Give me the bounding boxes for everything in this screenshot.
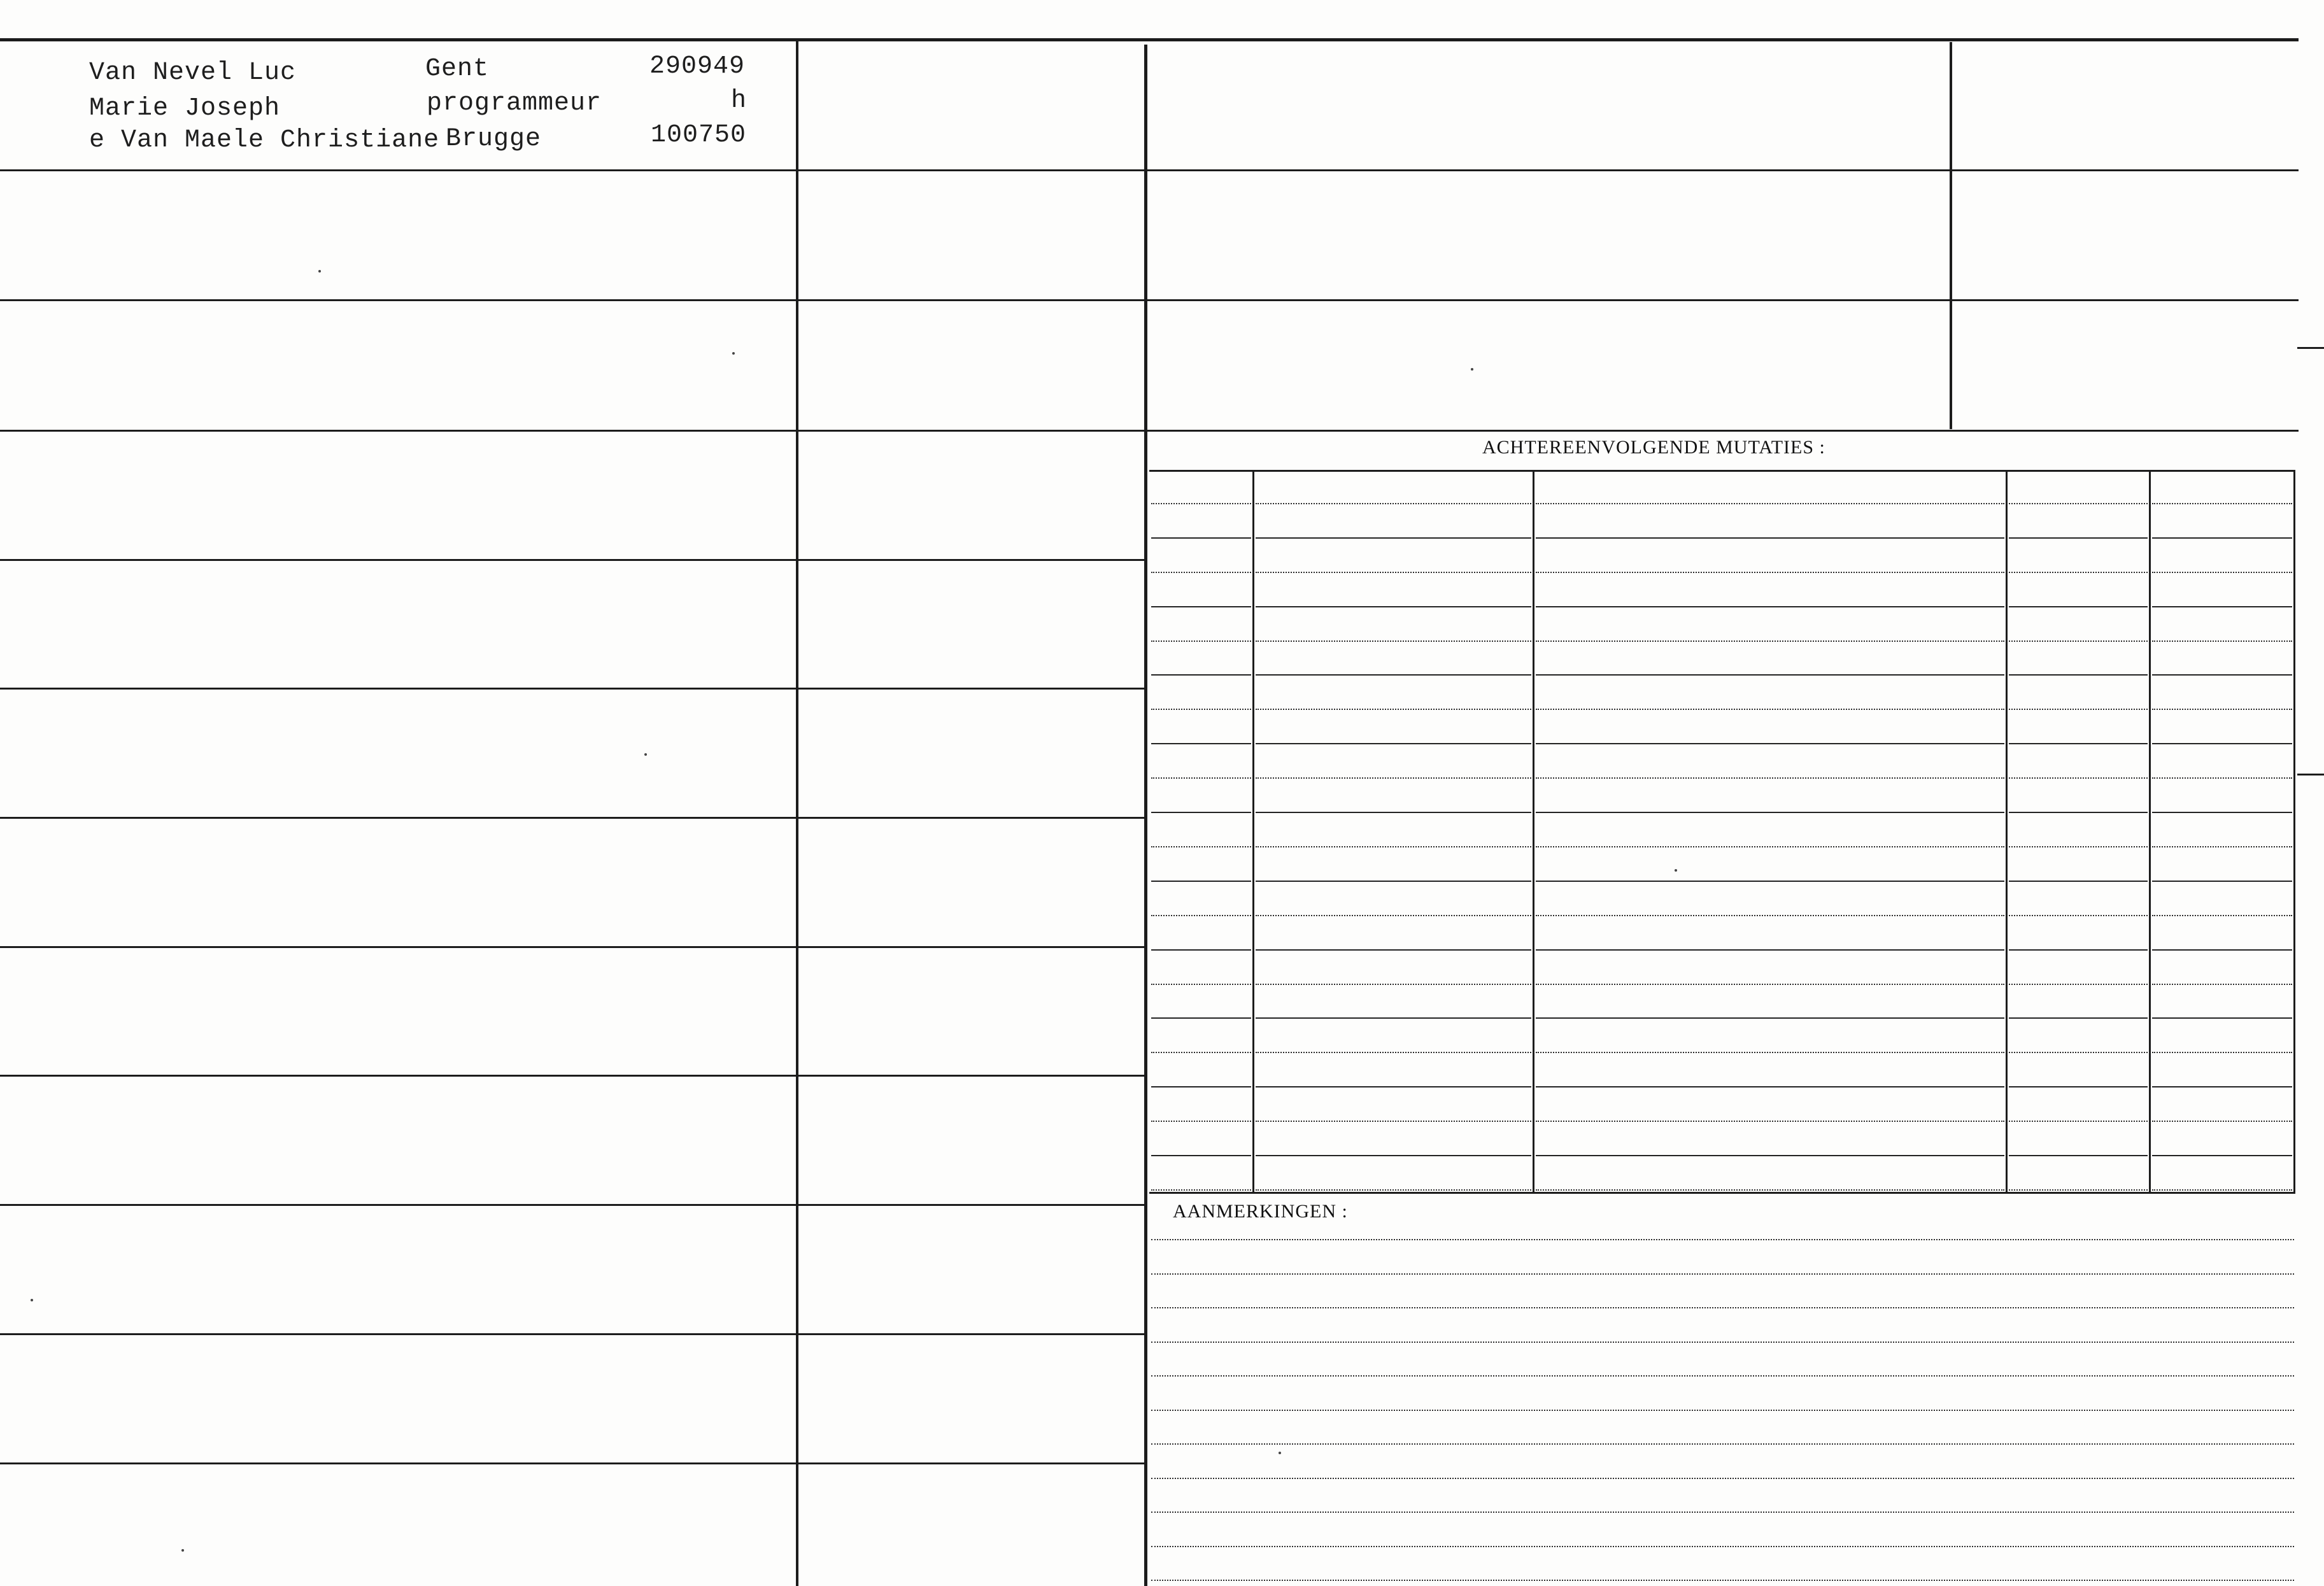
mutation-row-line xyxy=(1151,1121,1251,1122)
mutation-row-line xyxy=(2009,743,2148,744)
mutation-row-line xyxy=(1256,743,1531,744)
mutation-row-line xyxy=(2152,846,2292,847)
mutation-row-line xyxy=(2009,984,2148,985)
mutation-row-line xyxy=(1256,984,1531,985)
mutations-table-bottom xyxy=(1149,1192,2295,1194)
mutation-row-line xyxy=(2009,915,2148,916)
mutation-row-line xyxy=(1536,606,2004,607)
scan-speck xyxy=(181,1549,184,1552)
mutation-row-line xyxy=(1536,572,2004,573)
mutation-row-line xyxy=(1536,1086,2004,1087)
mutation-row-line xyxy=(1536,503,2004,504)
mutation-row-line xyxy=(2009,709,2148,710)
spouse-birth-date: 100750 xyxy=(651,121,747,150)
spouse-name: e Van Maele Christiane xyxy=(89,126,440,155)
mutation-row-line xyxy=(2152,1017,2292,1019)
mutation-row-line xyxy=(1151,537,1251,539)
mutation-row-line xyxy=(2152,777,2292,779)
edge-tick xyxy=(2297,347,2324,349)
mutation-row-line xyxy=(1256,537,1531,539)
mutation-row-line xyxy=(2009,777,2148,779)
person-name: Van Nevel Luc xyxy=(89,59,297,87)
mutation-row-line xyxy=(1536,915,2004,916)
scan-speck xyxy=(732,352,735,355)
mutation-row-line xyxy=(1151,984,1251,985)
row-line xyxy=(0,946,1146,948)
mutations-table-top xyxy=(1149,470,2295,472)
mutation-row-line xyxy=(1256,949,1531,951)
row-line xyxy=(0,1333,1146,1335)
mutation-row-line xyxy=(2152,949,2292,951)
spouse-birth-place: Brugge xyxy=(446,125,542,153)
mutation-row-line xyxy=(1536,984,2004,985)
remark-line xyxy=(1151,1478,2294,1479)
row-line xyxy=(0,559,1146,561)
mutation-row-line xyxy=(2009,1155,2148,1156)
person-given-names: Marie Joseph xyxy=(89,94,281,123)
mutation-row-line xyxy=(1256,674,1531,676)
occupation: programmeur xyxy=(427,89,602,118)
top-border xyxy=(0,38,2299,41)
birth-date: 290949 xyxy=(649,52,746,81)
mutation-row-line xyxy=(1151,949,1251,951)
scan-speck xyxy=(644,753,647,756)
mutation-row-line xyxy=(1151,674,1251,676)
scan-speck xyxy=(1471,368,1473,371)
scan-speck xyxy=(31,1299,33,1301)
mutation-row-line xyxy=(2152,1052,2292,1053)
mutation-row-line xyxy=(1256,641,1531,642)
mutation-row-line xyxy=(1151,812,1251,813)
mutation-row-line xyxy=(2009,1017,2148,1019)
remark-line xyxy=(1151,1239,2294,1240)
mutation-row-line xyxy=(2009,674,2148,676)
mutations-col-divider xyxy=(1252,471,1254,1193)
remark-line xyxy=(1151,1307,2294,1308)
mutations-col-divider xyxy=(2293,471,2295,1193)
mutation-row-line xyxy=(2009,1052,2148,1053)
mutation-row-line xyxy=(2009,846,2148,847)
mutation-row-line xyxy=(1256,1017,1531,1019)
mutation-row-line xyxy=(1151,1155,1251,1156)
mutation-row-line xyxy=(1151,1017,1251,1019)
birth-place: Gent xyxy=(425,55,490,83)
mutation-row-line xyxy=(2009,606,2148,607)
mutation-row-line xyxy=(1536,846,2004,847)
mutation-row-line xyxy=(2152,641,2292,642)
mutation-row-line xyxy=(2152,503,2292,504)
remark-line xyxy=(1151,1580,2294,1581)
mutation-row-line xyxy=(2152,572,2292,573)
row-line xyxy=(0,430,1146,432)
mutation-row-line xyxy=(1256,503,1531,504)
mutation-row-line xyxy=(2009,503,2148,504)
mutations-col-divider xyxy=(2006,471,2008,1193)
mutation-row-line xyxy=(1256,846,1531,847)
mutations-col-divider xyxy=(2149,471,2151,1193)
mutation-row-line xyxy=(1151,881,1251,882)
scan-speck xyxy=(1279,1452,1281,1454)
row-line xyxy=(0,1204,1146,1206)
mutation-row-line xyxy=(1536,641,2004,642)
remark-line xyxy=(1151,1512,2294,1513)
mutation-row-line xyxy=(1256,572,1531,573)
row-line xyxy=(0,299,1146,301)
mutation-row-line xyxy=(1256,1155,1531,1156)
mutation-row-line xyxy=(2009,572,2148,573)
remarks-heading: AANMERKINGEN : xyxy=(1173,1201,1348,1222)
mutation-row-line xyxy=(1536,1189,2004,1191)
mutation-row-line xyxy=(2152,881,2292,882)
mutation-row-line xyxy=(1256,881,1531,882)
mutation-row-line xyxy=(1151,1052,1251,1053)
mutation-row-line xyxy=(1151,709,1251,710)
mutation-row-line xyxy=(1151,1086,1251,1087)
mutation-row-line xyxy=(2009,881,2148,882)
mutation-row-line xyxy=(1256,777,1531,779)
left-column-divider xyxy=(796,39,798,1586)
row-line xyxy=(0,1462,1146,1464)
right-row-line xyxy=(1146,299,2299,301)
mutation-row-line xyxy=(2009,1086,2148,1087)
scan-speck xyxy=(318,270,321,273)
mutation-row-line xyxy=(2152,984,2292,985)
mutation-row-line xyxy=(2152,1155,2292,1156)
mutation-row-line xyxy=(1536,1052,2004,1053)
mutation-row-line xyxy=(2009,537,2148,539)
mutations-heading: ACHTEREENVOLGENDE MUTATIES : xyxy=(1482,437,1825,458)
right-top-divider xyxy=(1950,42,1952,429)
mutation-row-line xyxy=(1256,606,1531,607)
mutation-row-line xyxy=(1256,915,1531,916)
scan-speck xyxy=(1675,869,1677,872)
mutation-row-line xyxy=(2152,812,2292,813)
mutation-row-line xyxy=(1536,709,2004,710)
right-row-line xyxy=(1146,430,2299,432)
mutation-row-line xyxy=(1151,606,1251,607)
mutation-row-line xyxy=(1256,1052,1531,1053)
mutation-row-line xyxy=(2152,1121,2292,1122)
mutations-col-divider xyxy=(1533,471,1534,1193)
mutation-row-line xyxy=(2152,709,2292,710)
mutation-row-line xyxy=(1151,503,1251,504)
remark-line xyxy=(1151,1443,2294,1445)
remark-line xyxy=(1151,1410,2294,1411)
edge-tick xyxy=(2297,774,2324,775)
remark-line xyxy=(1151,1273,2294,1275)
mutation-row-line xyxy=(2152,915,2292,916)
mutation-row-line xyxy=(1536,1017,2004,1019)
row-line xyxy=(0,1075,1146,1077)
mutation-row-line xyxy=(1151,743,1251,744)
gender: h xyxy=(731,87,748,115)
mutation-row-line xyxy=(2009,949,2148,951)
mutation-row-line xyxy=(1151,641,1251,642)
mutation-row-line xyxy=(1151,1189,1251,1191)
mutation-row-line xyxy=(1536,537,2004,539)
row-line xyxy=(0,817,1146,819)
mutation-row-line xyxy=(2152,606,2292,607)
mutation-row-line xyxy=(1536,1155,2004,1156)
mutation-row-line xyxy=(2152,537,2292,539)
remark-line xyxy=(1151,1375,2294,1377)
mutation-row-line xyxy=(2009,1189,2148,1191)
row-line xyxy=(0,169,1146,171)
row-line xyxy=(0,688,1146,690)
mutation-row-line xyxy=(1536,812,2004,813)
mutation-row-line xyxy=(1536,881,2004,882)
mutation-row-line xyxy=(2009,641,2148,642)
remark-line xyxy=(1151,1546,2294,1547)
mutation-row-line xyxy=(1536,743,2004,744)
mutation-row-line xyxy=(1536,777,2004,779)
mutation-row-line xyxy=(1256,1189,1531,1191)
mutation-row-line xyxy=(1536,949,2004,951)
mutation-row-line xyxy=(1536,1121,2004,1122)
mutation-row-line xyxy=(2009,1121,2148,1122)
mutation-row-line xyxy=(1256,1121,1531,1122)
mutation-row-line xyxy=(2152,743,2292,744)
mutation-row-line xyxy=(1151,915,1251,916)
remark-line xyxy=(1151,1342,2294,1343)
mutation-row-line xyxy=(1256,1086,1531,1087)
mutation-row-line xyxy=(2152,1189,2292,1191)
mutation-row-line xyxy=(1151,572,1251,573)
mutation-row-line xyxy=(2152,674,2292,676)
mutation-row-line xyxy=(1256,709,1531,710)
mutation-row-line xyxy=(2009,812,2148,813)
mutation-row-line xyxy=(1256,812,1531,813)
mutation-row-line xyxy=(1151,846,1251,847)
mutation-row-line xyxy=(1536,674,2004,676)
mutation-row-line xyxy=(2152,1086,2292,1087)
center-column-divider xyxy=(1144,45,1147,1586)
right-row-line xyxy=(1146,169,2299,171)
mutation-row-line xyxy=(1151,777,1251,779)
